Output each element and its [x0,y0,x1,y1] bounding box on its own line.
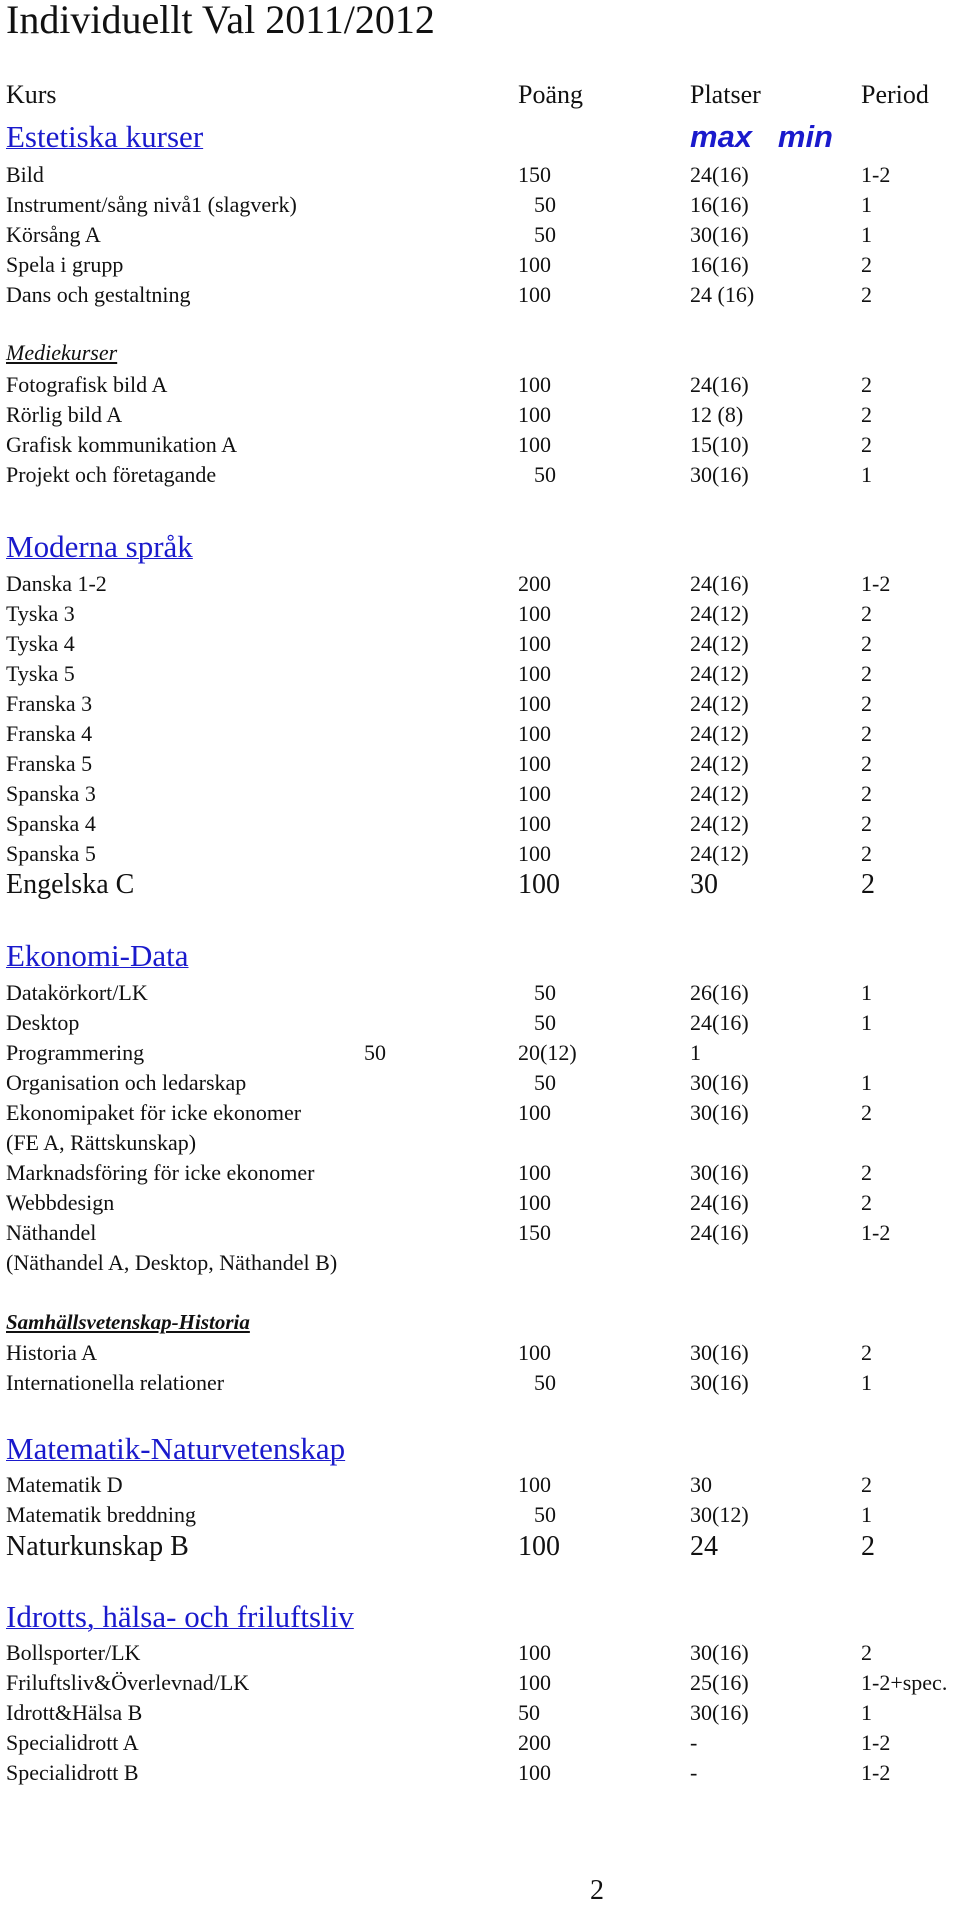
course-name: Grafisk kommunikation A [6,432,237,457]
course-points: 100 [518,252,551,277]
course-name: Spela i grupp [6,252,124,277]
course-places: 30(16) [690,1370,749,1395]
table-row [0,1532,960,1562]
course-name: Bild [6,162,44,187]
column-header-poang: Poäng [518,80,583,109]
course-period: 2 [861,1100,872,1125]
table-row [0,749,960,779]
course-points: 150 [518,1220,551,1245]
course-period: 2 [861,432,872,457]
course-points: 200 [518,1730,551,1755]
course-places: 24(12) [690,781,749,806]
course-places: 25(16) [690,1670,749,1695]
course-points: 100 [518,402,551,427]
course-places: 24(12) [690,841,749,866]
course-places: 15(10) [690,432,749,457]
course-name: Näthandel [6,1220,97,1245]
course-places: - [690,1760,698,1785]
course-points: 100 [518,1670,551,1695]
course-period: 1 [861,1370,872,1395]
table-row [0,190,960,220]
table-row [0,430,960,460]
course-places: 30(16) [690,1160,749,1185]
course-places: 26(16) [690,980,749,1005]
table-row [0,250,960,280]
course-points: 100 [518,372,551,397]
course-name: Internationella relationer [6,1370,225,1395]
course-name: Franska 4 [6,721,93,746]
table-row [0,1668,960,1698]
course-period: 1 [690,1040,701,1065]
course-name: Tyska 3 [6,601,75,626]
table-row [0,1188,960,1218]
column-header-platser: Platser [690,80,761,109]
course-points: 50 [534,192,556,217]
course-places: 20(12) [518,1040,577,1065]
course-points: 100 [518,1760,551,1785]
course-period: 2 [861,869,875,900]
table-row [0,870,960,900]
course-places: 24(16) [690,1010,749,1035]
table-row [0,839,960,869]
course-name: Fotografisk bild A [6,372,168,397]
course-points: 50 [534,1070,556,1095]
course-name: Programmering [6,1040,145,1065]
course-points: 50 [534,222,556,247]
course-points: 100 [518,841,551,866]
course-period: 2 [861,751,872,776]
table-row [0,1500,960,1530]
course-name: Danska 1-2 [6,571,107,596]
course-places: 24 [690,1531,718,1562]
course-places: 24(12) [690,751,749,776]
table-row [0,1158,960,1188]
course-name: Franska 3 [6,691,93,716]
course-period: 2 [861,1640,872,1665]
section-heading-idrott[interactable]: Idrotts, hälsa- och friluftsliv [6,1599,354,1634]
section-heading-ekonomi-data[interactable]: Ekonomi-Data [6,938,189,973]
course-places: 30(16) [690,1340,749,1365]
course-name: Idrott&Hälsa B [6,1700,143,1725]
course-points: 50 [518,1700,540,1725]
course-points: 100 [518,751,551,776]
course-points: 100 [518,1472,551,1497]
course-name: Instrument/sång nivå1 (slagverk) [6,192,297,217]
section-heading-moderna-sprak[interactable]: Moderna språk [6,529,193,564]
section-heading-matematik[interactable]: Matematik-Naturvetenskap [6,1431,346,1466]
course-places: 24 (16) [690,282,755,307]
table-row [0,1068,960,1098]
course-period: 2 [861,631,872,656]
course-name: Bollsporter/LK [6,1640,141,1665]
course-places: 24(16) [690,372,749,397]
table-row [0,978,960,1008]
course-name: Spanska 5 [6,841,96,866]
course-period: 1-2 [861,1730,891,1755]
table-row [0,659,960,689]
table-row [0,1338,960,1368]
course-period: 2 [861,601,872,626]
table-row [0,160,960,190]
course-period: 1 [861,462,872,487]
course-places: 16(16) [690,192,749,217]
table-row [0,599,960,629]
course-places: 24(16) [690,1190,749,1215]
course-places: 30(12) [690,1502,749,1527]
course-period: 2 [861,721,872,746]
course-name: Marknadsföring för icke ekonomer [6,1160,315,1185]
course-points: 50 [534,1370,556,1395]
table-row [0,1368,960,1398]
column-header-kurs: Kurs [6,80,57,109]
table-row [0,809,960,839]
course-period: 2 [861,1472,872,1497]
table-row [0,370,960,400]
table-row [0,1698,960,1728]
table-row [0,719,960,749]
course-name: Tyska 4 [6,631,75,656]
course-period: 1-2 [861,1760,891,1785]
course-places: 16(16) [690,252,749,277]
course-places: 30(16) [690,1700,749,1725]
course-points: 50 [534,462,556,487]
course-points: 100 [518,282,551,307]
course-name: Ekonomipaket för icke ekonomer [6,1100,302,1125]
course-period: 1-2+spec. [861,1670,948,1695]
table-row [0,1038,960,1068]
course-name: Körsång A [6,222,101,247]
course-period: 1-2 [861,1220,891,1245]
course-points: 100 [518,1531,560,1562]
course-period: 1 [861,1700,872,1725]
course-period: 1 [861,1502,872,1527]
course-places: 24(12) [690,691,749,716]
course-places: 24(16) [690,571,749,596]
course-name: Dans och gestaltning [6,282,191,307]
page-number: 2 [590,1875,604,1906]
table-row [0,1218,960,1248]
table-row [0,1728,960,1758]
course-period: 2 [861,691,872,716]
course-period: 2 [861,811,872,836]
course-name: Engelska C [6,869,135,900]
table-row [0,280,960,310]
table-row [0,1098,960,1128]
course-places: 30(16) [690,1100,749,1125]
course-period: 2 [861,282,872,307]
course-points: 100 [518,781,551,806]
course-period: 1 [861,980,872,1005]
section-heading-samhalle: Samhällsvetenskap-Historia [6,1310,250,1334]
column-header-period: Period [861,80,929,109]
course-places: 30 [690,869,718,900]
course-places: 24(12) [690,631,749,656]
table-row [0,220,960,250]
table-row [0,400,960,430]
course-period: 2 [861,661,872,686]
course-period: 2 [861,402,872,427]
course-period: 2 [861,1160,872,1185]
course-name: Naturkunskap B [6,1531,189,1562]
course-name: Desktop [6,1010,80,1035]
course-points: 100 [518,811,551,836]
course-points: 100 [518,1190,551,1215]
course-points: 50 [534,1010,556,1035]
course-places: 30(16) [690,1070,749,1095]
table-row [0,460,960,490]
course-places: 30(16) [690,1640,749,1665]
course-period: 2 [861,372,872,397]
course-points: 100 [518,661,551,686]
course-points: 100 [518,601,551,626]
table-row [0,629,960,659]
course-points: 200 [518,571,551,596]
course-points: 100 [518,721,551,746]
course-places: 24(16) [690,1220,749,1245]
course-name: Projekt och företagande [6,462,217,487]
course-name: Datakörkort/LK [6,980,148,1005]
course-places: 30(16) [690,462,749,487]
course-period: 1 [861,222,872,247]
course-period: 1-2 [861,162,891,187]
course-points: 100 [518,691,551,716]
section-heading-media: Mediekurser [6,340,118,365]
course-name: Rörlig bild A [6,402,123,427]
course-name: Spanska 4 [6,811,96,836]
section-heading-estetiska[interactable]: Estetiska kurser [6,119,204,154]
course-points: 50 [364,1040,386,1065]
course-places: 24(12) [690,661,749,686]
table-row [0,1008,960,1038]
course-name: Matematik D [6,1472,123,1497]
table-row [0,779,960,809]
course-points: 100 [518,631,551,656]
table-row [0,1638,960,1668]
course-period: 1 [861,192,872,217]
course-points: 150 [518,162,551,187]
course-points: 50 [534,980,556,1005]
course-name: Spanska 3 [6,781,96,806]
course-points: 100 [518,869,560,900]
course-points: 100 [518,432,551,457]
course-period: 2 [861,1531,875,1562]
course-period: 2 [861,841,872,866]
course-period: 1 [861,1010,872,1035]
table-row [0,1470,960,1500]
course-places: 12 (8) [690,402,744,427]
course-points: 100 [518,1640,551,1665]
course-places: - [690,1730,698,1755]
course-name: Tyska 5 [6,661,75,686]
course-name: Matematik breddning [6,1502,197,1527]
course-points: 50 [534,1502,556,1527]
table-row [0,689,960,719]
course-period: 2 [861,781,872,806]
course-name: Friluftsliv&Överlevnad/LK [6,1670,250,1695]
course-places: 24(12) [690,601,749,626]
page-title: Individuellt Val 2011/2012 [6,0,435,42]
course-period: 1 [861,1070,872,1095]
course-places: 30(16) [690,222,749,247]
course-note: (FE A, Rättskunskap) [6,1130,197,1155]
course-name: Webbdesign [6,1190,115,1215]
course-places: 30 [690,1472,712,1497]
course-period: 2 [861,252,872,277]
course-places: 24(12) [690,811,749,836]
course-name: Specialidrott B [6,1760,139,1785]
course-name: Historia A [6,1340,98,1365]
table-row [0,1758,960,1788]
course-points: 100 [518,1100,551,1125]
course-places: 24(16) [690,162,749,187]
course-places: 24(12) [690,721,749,746]
course-name: Organisation och ledarskap [6,1070,247,1095]
course-points: 100 [518,1340,551,1365]
course-name: Franska 5 [6,751,93,776]
table-row [0,569,960,599]
course-note: (Näthandel A, Desktop, Näthandel B) [6,1250,338,1275]
course-points: 100 [518,1160,551,1185]
course-period: 1-2 [861,571,891,596]
course-period: 2 [861,1340,872,1365]
max-min-label: max min [690,119,833,154]
course-name: Specialidrott A [6,1730,139,1755]
course-period: 2 [861,1190,872,1215]
